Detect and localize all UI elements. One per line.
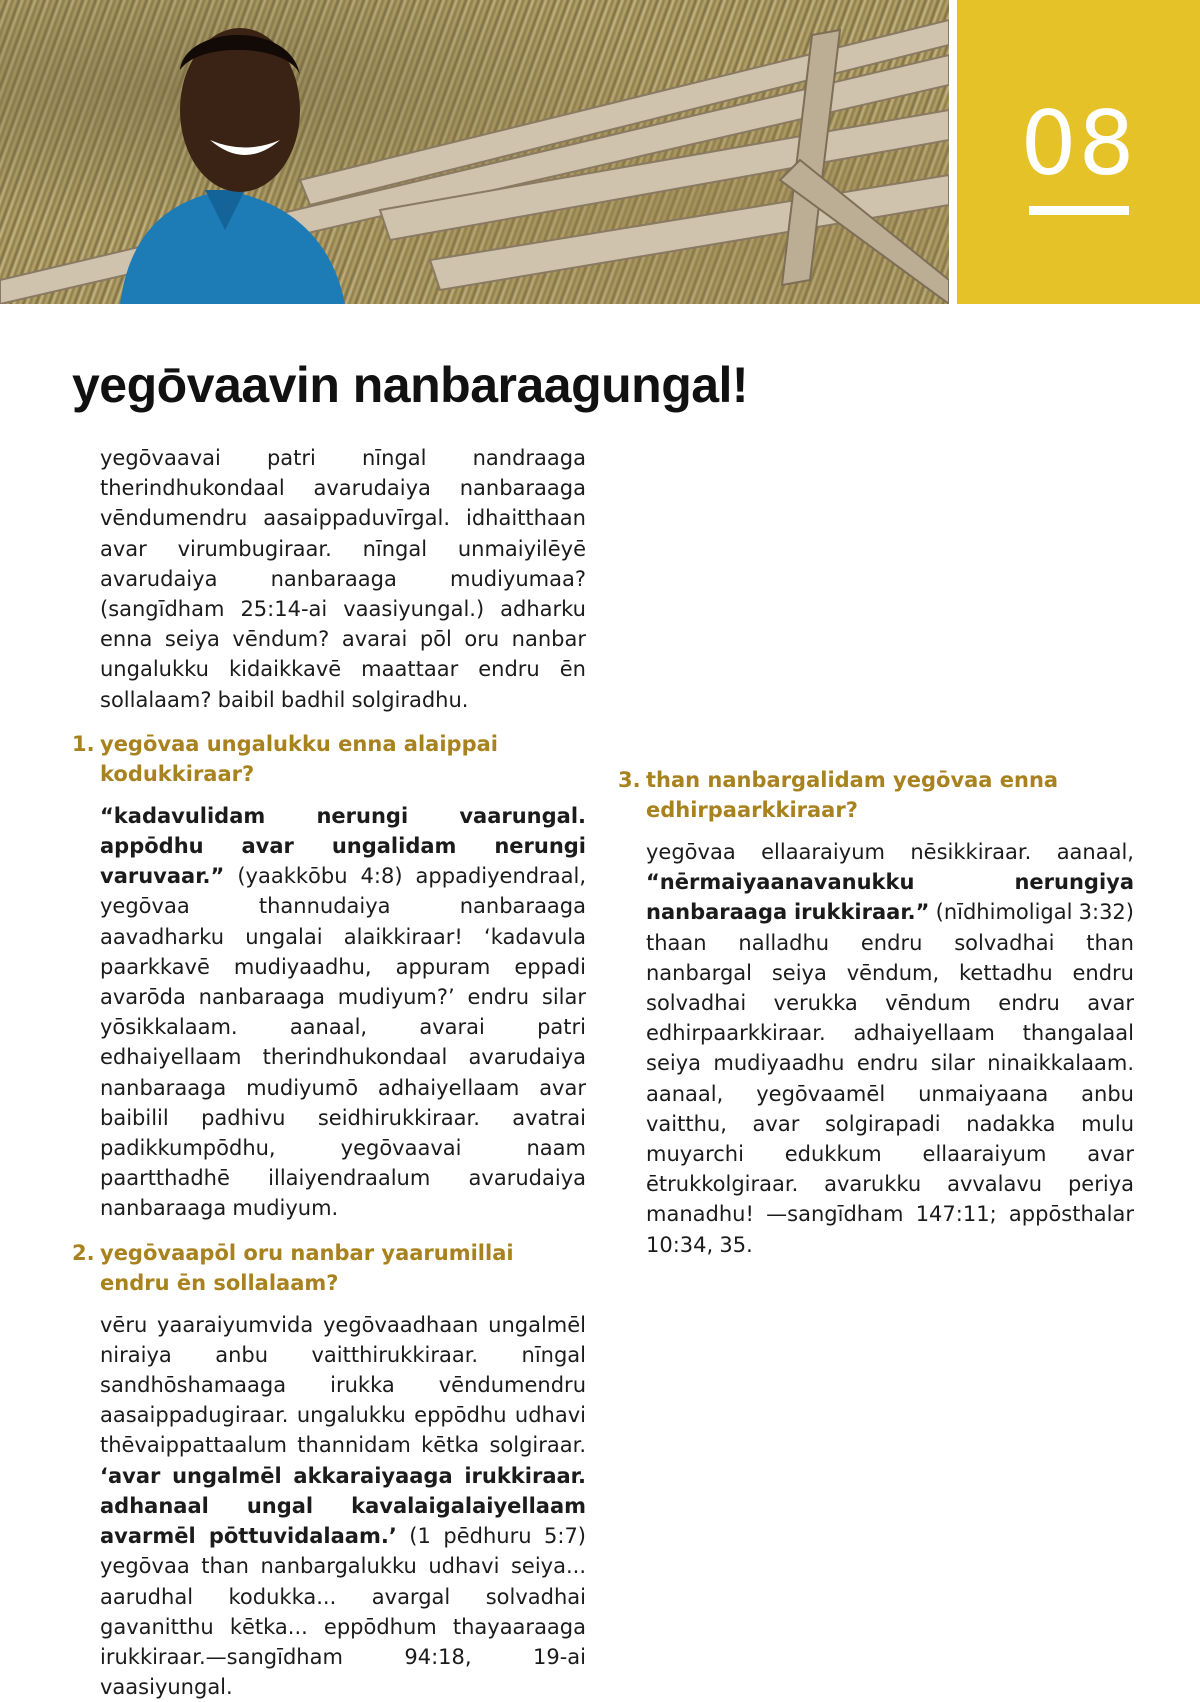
man-figure bbox=[120, 28, 345, 304]
question-1-number: 1. bbox=[72, 731, 95, 756]
lesson-number: 08 bbox=[1020, 92, 1137, 195]
question-1-text: yegōvaa ungalukku enna alaippai kodukkiraar? bbox=[100, 731, 498, 786]
header-banner bbox=[0, 0, 1200, 304]
answer-3-intro: yegōvaa ellaaraiyum nēsikkiraar. aanaal, bbox=[646, 840, 1134, 864]
answer-1-body: (yaakkōbu 4:8) appadiyendraal, yegōvaa thannudaiya nanbaraaga aavadharku ungalai alaikkiraar! ‘kadavula paarkkavē mudiyaadhu, appuram eppadi avarōda nanbaraaga mudiyum?’ endru silar yōsikkalaam. aanaal, avarai patri edhaiyellaam therindhukondaal avarudaiya nanbaraaga mudiyumō adhaiyellaam avar baibilil padhivu seidhirukkiraar. avatrai padikkumpōdhu, yegōvaavai naam paartthadhē illaiyendraalum avarudaiya nanbaraaga mudiyum. bbox=[100, 864, 586, 1221]
answer-2-intro: vēru yaaraiyumvida yegōvaadhaan ungalmēl niraiya anbu vaitthirukkiraar. nīngal sandhōshamaaga irukka vēndumendru aasaippadugiraar. ungalukku eppōdhu udhavi thēvaippattaalum thannidam kētka solgiraar. bbox=[100, 1312, 586, 1458]
answer-1-quote: “kadavulidam nerungi vaarungal. appōdhu avar ungalidam nerungi varuvaar.” bbox=[100, 803, 586, 889]
lesson-underline bbox=[1029, 206, 1129, 215]
answer-3-body: (nīdhimoligal 3:32) thaan nalladhu endru solvadhai than nanbargal seiya vēndum, kettadhu endru solvadhai verukka vēndum endru avar edhirpaarkkiraar. adhaiyellaam thangalaal seiya mudiyaadhu endru silar ninaikkalaam. aanaal, yegōvaamēl unmaiyaana anbu vaitthu, avar solgirapadi nadakka mulu muyarchi edukkum ellaaraiyum avar ētrukkolgiraar. avarukku avvalavu periya manadhu! —sangīdham 147:11; appōsthalar 10:34, 35. bbox=[646, 900, 1134, 1257]
header-photo bbox=[0, 0, 949, 304]
lesson-badge bbox=[957, 0, 1200, 304]
question-2-text: yegōvaapōl oru nanbar yaarumillai endru ēn sollalaam? bbox=[100, 1240, 514, 1295]
question-1 bbox=[72, 729, 586, 789]
answer-2-quote: ‘avar ungalmēl akkaraiyaaga irukkiraar. adhanaal ungal kavalaigalaiyellaam avarmēl pōttuvidalaam.’ bbox=[100, 1463, 586, 1549]
question-2-number: 2. bbox=[72, 1240, 95, 1265]
answer-2 bbox=[100, 1310, 586, 1702]
photo-illustration bbox=[0, 0, 949, 304]
left-column bbox=[72, 443, 586, 1702]
answer-3-quote: “nērmaiyaanavanukku nerungiya nanbaraaga irukkiraar.” bbox=[646, 870, 1134, 925]
question-2 bbox=[72, 1238, 586, 1298]
page-title: yegōvaavin nanbaraagungal! bbox=[72, 357, 749, 413]
answer-1 bbox=[100, 801, 586, 1224]
question-3-number: 3. bbox=[618, 768, 641, 792]
answer-2-body: (1 pēdhuru 5:7) yegōvaa than nanbargalukku udhavi seiya... aarudhal kodukka... avargal solvadhai gavanitthu kētka... eppōdhum thayaaraaga irukkiraar.—sangīdham 94:18, 19-ai vaasiyungal. bbox=[100, 1524, 586, 1700]
answer-3 bbox=[646, 837, 1134, 1260]
question-3 bbox=[618, 765, 1134, 825]
right-column bbox=[618, 765, 1134, 1260]
question-3-text: than nanbargalidam yegōvaa enna edhirpaarkkiraar? bbox=[646, 768, 1059, 822]
intro-paragraph: yegōvaavai patri nīngal nandraaga therindhukondaal avarudaiya nanbaraaga vēndumendru aasaippaduvīrgal. idhaitthaan avar virumbugiraar. nīngal unmaiyilēyē avarudaiya nanbaraaga mudiyumaa? (sangīdham 25:14-ai vaasiyungal.) adharku enna seiya vēndum? avarai pōl oru nanbar ungalukku kidaikkavē maattaar endru ēn sollalaam? baibil badhil solgiradhu. bbox=[100, 446, 586, 712]
